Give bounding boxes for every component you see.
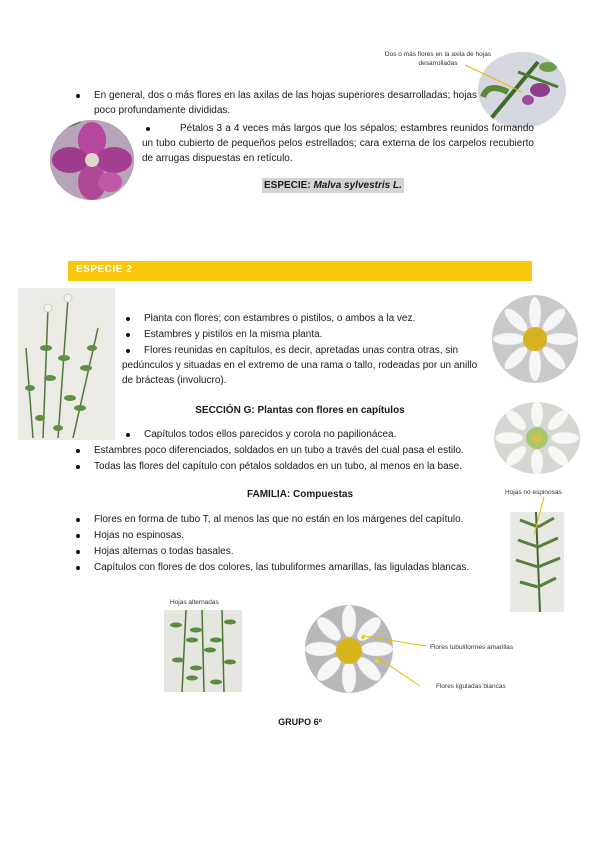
bullet-dot xyxy=(76,518,80,522)
compuestas-bullet-2: Hojas no espinosas. xyxy=(94,530,185,541)
arrows-flores xyxy=(360,630,430,690)
seccion-bullet-1: Planta con flores; con estambres o pistilos, o ambos a la vez. xyxy=(144,313,416,324)
bullet-dot xyxy=(76,465,80,469)
bullet-dot xyxy=(126,433,130,437)
bullet-dot xyxy=(126,333,130,337)
seccion-bullet-3: Flores reunidas en capítulos, es decir, apretadas unas contra otras, sin pedúnculos y situadas en el extremo de una rama o tallo, rodeadas por un anillo de brácteas (involucro). xyxy=(122,345,478,386)
bullet-dot xyxy=(76,449,80,453)
malva-bullet-1: En general, dos o más flores en las axilas de las hojas superiores desarrolladas; hojas poco profundamente divididas. xyxy=(94,90,477,116)
grupo-label: GRUPO 6º xyxy=(278,717,322,727)
daisy-photo-top xyxy=(492,295,578,383)
bullet-dot xyxy=(76,94,80,98)
banner-title: ESPECIE 2 xyxy=(76,264,133,275)
daisy-photo-underside xyxy=(494,402,580,474)
caption-liguladas: Flores liguladas blancas xyxy=(436,683,506,690)
familia-bullet-2: Estambres poco diferenciados, soldados en un tubo a través del cual pasa el estilo. xyxy=(94,445,464,456)
seccion-heading: SECCIÓN G: Plantas con flores en capítulos xyxy=(195,405,405,416)
bullet-dot xyxy=(76,534,80,538)
caption-tubuliformes: Flores tubuliformes amarillas xyxy=(430,644,514,651)
bullet-dot xyxy=(126,317,130,321)
malva-bullet-2: Pétalos 3 a 4 veces más largos que los sépalos; estambres reunidos formando un tubo cubierto de pequeños pelos estrellados; cara externa de los carpelos recubierto de arrugas dispuestas en retículo. xyxy=(142,123,534,164)
compuestas-bullet-1: Flores en forma de tubo T, al menos las que no están en los márgenes del capítulo. xyxy=(94,514,464,525)
arrow-no-espinosas xyxy=(530,495,550,540)
especie-2-banner xyxy=(68,261,532,281)
malva-flower-photo xyxy=(50,120,134,200)
especie-name: Malva sylvestris L. xyxy=(313,180,402,191)
caption-dos-flores: Dos o más flores en la axila de hojas desarrolladas xyxy=(384,51,492,67)
familia-bullet-3: Todas las flores del capítulo con pétalos soldados en un tubo, al menos en la base. xyxy=(94,461,463,472)
caption-alternadas: Hojas alternadas xyxy=(170,599,219,606)
alternate-leaves-photo xyxy=(164,610,242,692)
familia-bullet-1: Capítulos todos ellos parecidos y corola no papilionácea. xyxy=(144,429,397,440)
compuestas-bullet-3: Hojas alternas o todas basales. xyxy=(94,546,234,557)
caption-no-espinosas: Hojas no espinosas xyxy=(505,489,562,496)
bullet-dot xyxy=(76,550,80,554)
familia-heading: FAMILIA: Compuestas xyxy=(246,489,354,500)
seccion-bullet-2: Estambres y pistilos en la misma planta. xyxy=(144,329,323,340)
bullet-dot xyxy=(76,566,80,570)
plant-photo xyxy=(18,288,115,440)
compuestas-bullet-4: Capítulos con flores de dos colores, las tubuliformes amarillas, las liguladas blancas. xyxy=(94,562,470,573)
especie-label: ESPECIE: Malva sylvestris L. xyxy=(264,180,402,191)
